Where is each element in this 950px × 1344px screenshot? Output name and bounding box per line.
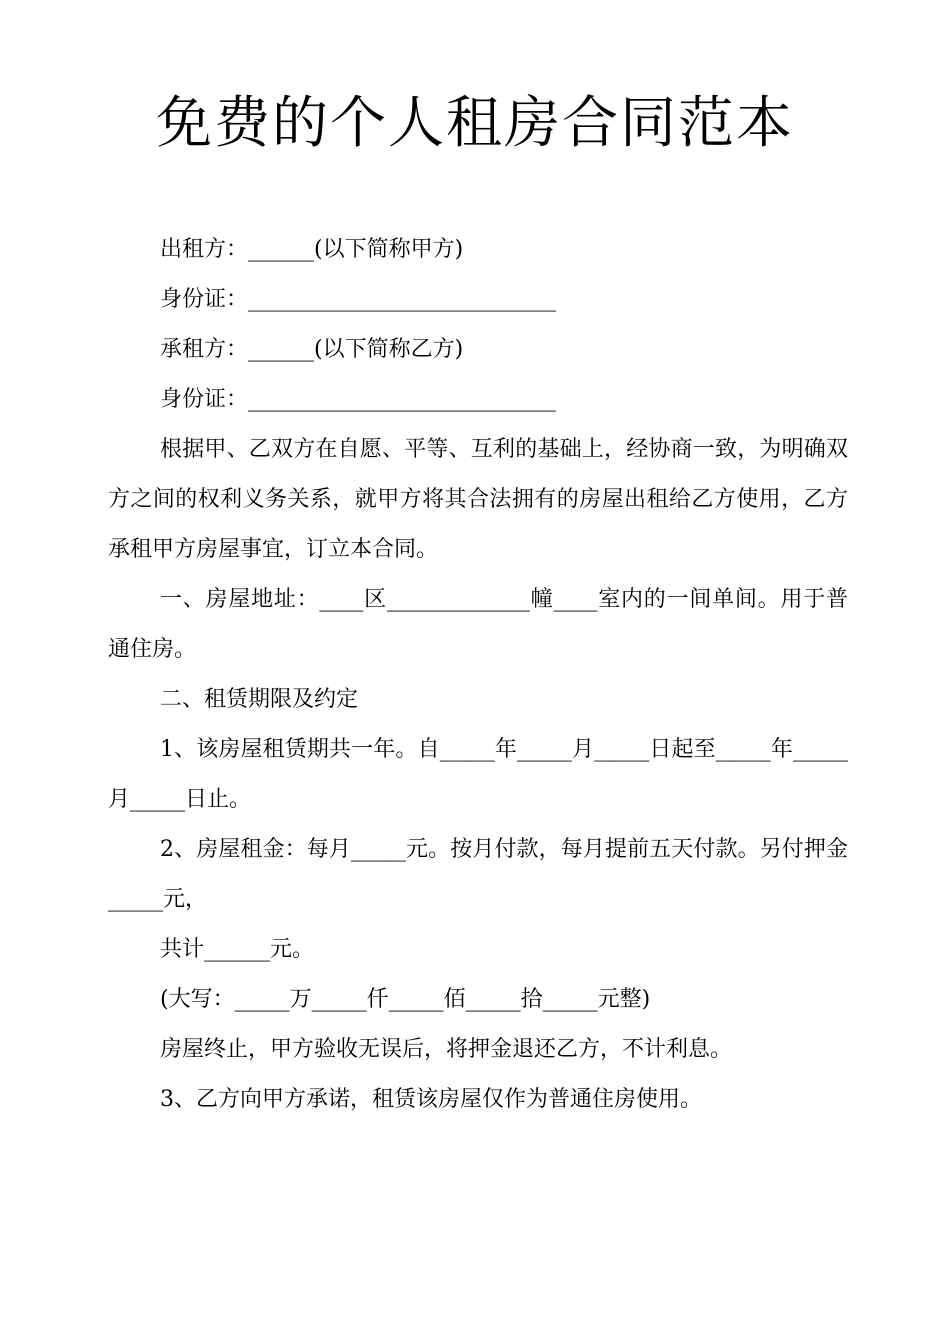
lease-term-paragraph: 1、该房屋租赁期共一年。自_____年_____月_____日起至_____年_____月_____日止。 [108, 737, 848, 812]
lessee-line: 承租方：______(以下简称乙方) [160, 337, 464, 362]
document-title: 免费的个人租房合同范本 [156, 91, 794, 156]
address-paragraph: 一、房屋地址：____区_____________幢____室内的一间单间。用于普通住房。 [108, 587, 848, 662]
rent-paragraph: 2、房屋租金：每月_____元。按月付款，每月提前五天付款。另付押金_____元， [108, 837, 848, 912]
lessor-line: 出租方：______(以下简称甲方) [160, 237, 464, 262]
lessee-id-line: 身份证：____________________________ [160, 387, 557, 412]
section-2-heading: 二、租赁期限及约定 [160, 687, 359, 712]
preamble-paragraph: 根据甲、乙双方在自愿、平等、互利的基础上，经协商一致，为明确双方之间的权利义务关系，就甲方将其合法拥有的房屋出租给乙方使用，乙方承租甲方房屋事宜，订立本合同。 [108, 437, 848, 562]
document-body [108, 225, 848, 1125]
deposit-refund-line: 房屋终止，甲方验收无误后，将押金退还乙方，不计利息。 [160, 1037, 733, 1062]
lessor-id-line: 身份证：____________________________ [160, 287, 557, 312]
usage-line: 3、乙方向甲方承诺，租赁该房屋仅作为普通住房使用。 [160, 1087, 702, 1112]
total-line: 共计______元。 [160, 937, 315, 962]
capital-amount-line: (大写：_____万_____仟_____佰_____拾_____元整) [160, 987, 651, 1012]
